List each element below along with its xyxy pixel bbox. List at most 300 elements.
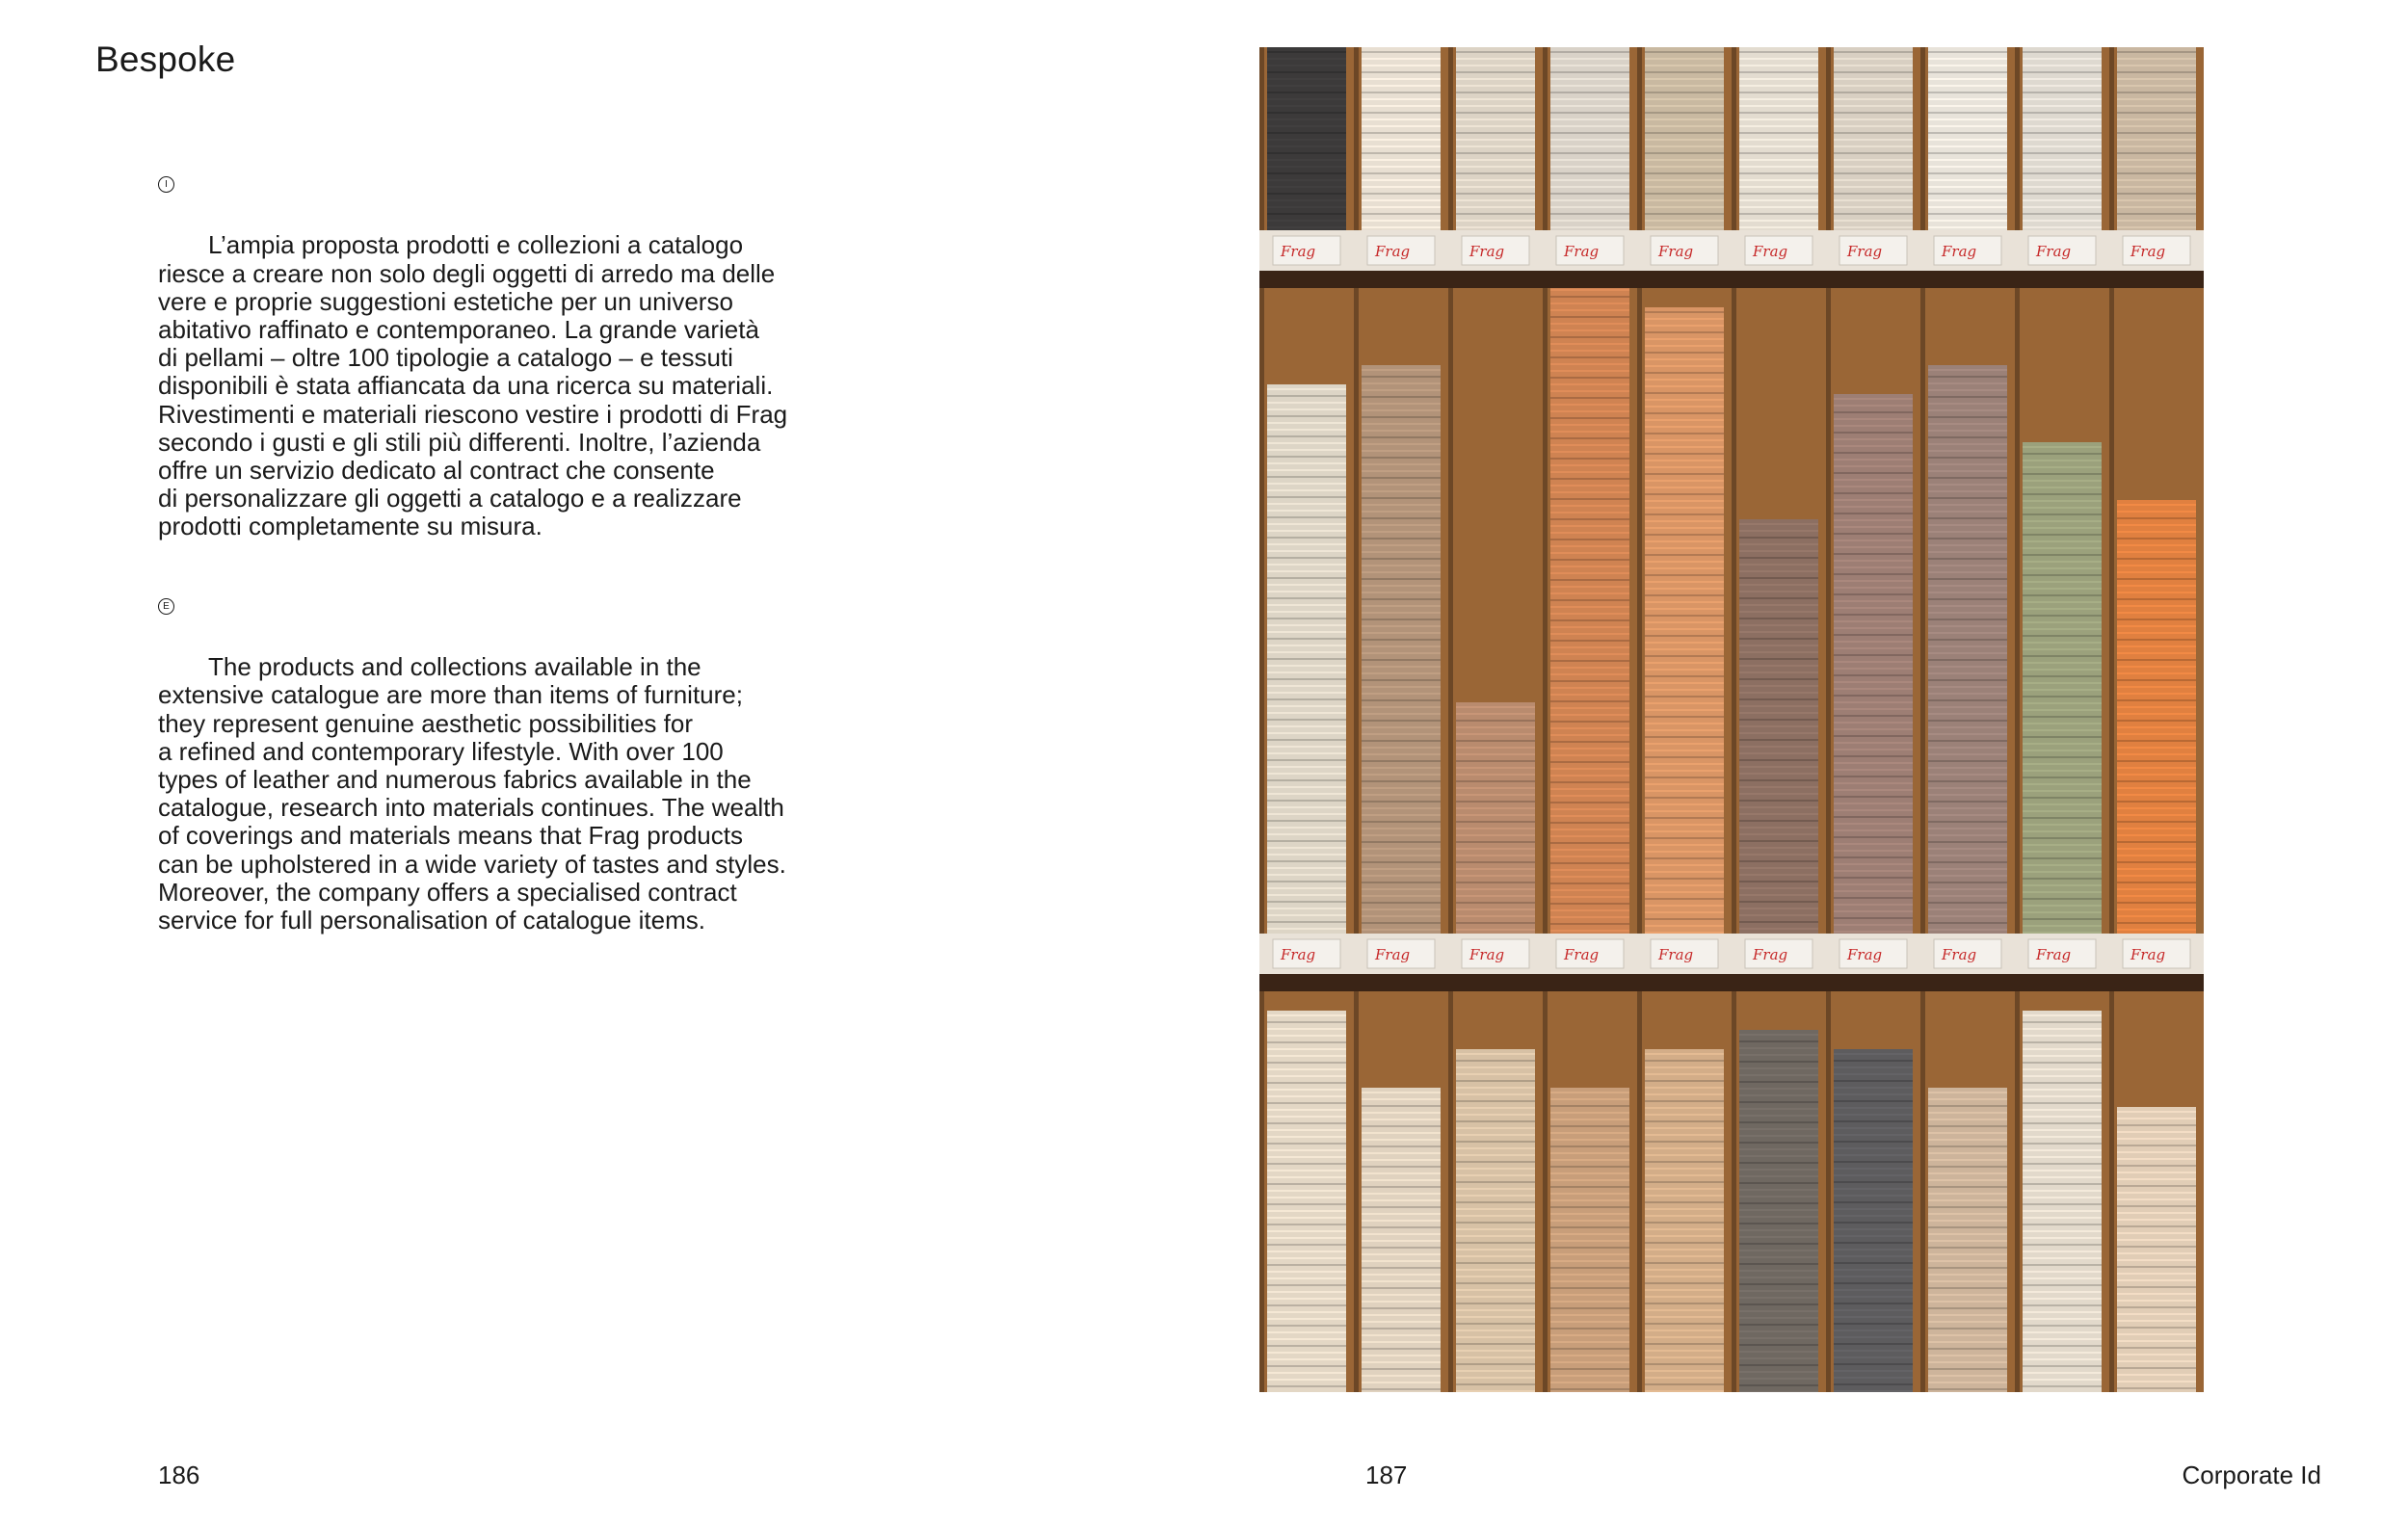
fabric-layer: [2023, 1365, 2102, 1367]
fabric-layer: [1739, 1209, 1818, 1211]
fabric-layer: [1267, 1048, 1346, 1050]
fabric-layer: [1456, 1262, 1535, 1264]
fabric-layer: [2023, 837, 2102, 839]
fabric-layer: [1267, 213, 1346, 215]
fabric-layer: [1267, 1284, 1346, 1286]
fabric-layer: [1834, 749, 1913, 750]
fabric-layer: [1550, 680, 1629, 682]
fabric-layer: [1362, 679, 1441, 681]
fabric-layer: [1456, 226, 1535, 228]
fabric-layer: [1550, 1307, 1629, 1309]
fabric-layer: [2117, 71, 2196, 73]
fabric-layer: [1928, 206, 2007, 208]
fabric-layer: [1550, 579, 1629, 581]
fabric-layer: [1267, 1163, 1346, 1165]
fabric-layer: [1456, 828, 1535, 829]
fabric-layer: [1739, 719, 1818, 721]
fabric-layer: [2117, 679, 2196, 681]
fabric-layer: [1645, 871, 1724, 873]
fabric-layer: [1834, 735, 1913, 737]
fabric-layer: [2023, 527, 2102, 529]
fabric-layer: [1456, 922, 1535, 924]
fabric-layer: [1550, 741, 1629, 743]
fabric-layer: [1834, 519, 1913, 521]
fabric-layer: [2023, 830, 2102, 832]
fabric-layer: [2023, 112, 2102, 114]
fabric-layer: [1928, 1294, 2007, 1296]
fabric-layer: [1645, 1330, 1724, 1331]
fabric-layer: [1928, 821, 2007, 823]
fabric-layer: [2117, 929, 2196, 931]
fabric-layer: [2023, 1082, 2102, 1084]
fabric-layer: [1645, 608, 1724, 610]
fabric-layer: [1362, 619, 1441, 620]
fabric-layer: [1645, 1390, 1724, 1392]
fabric-layer: [1928, 882, 2007, 883]
fabric-layer: [1928, 605, 2007, 607]
fabric-layer: [2117, 902, 2196, 904]
fabric-stack: [2117, 1107, 2196, 1392]
fabric-layer: [1834, 863, 1913, 865]
fabric-layer: [1267, 658, 1346, 660]
fabric-layer: [2023, 1156, 2102, 1158]
fabric-layer: [1928, 578, 2007, 580]
fabric-layer: [1928, 875, 2007, 877]
fabric-layer: [1267, 152, 1346, 154]
fabric-layer: [1550, 350, 1629, 352]
fabric-layer: [1267, 415, 1346, 417]
fabric-layer: [1928, 841, 2007, 843]
fabric-layer: [1928, 436, 2007, 438]
fabric-layer: [1362, 1226, 1441, 1228]
fabric-layer: [1645, 689, 1724, 691]
fabric-layer: [1362, 828, 1441, 829]
fabric-layer: [1834, 193, 1913, 195]
fabric-layer: [1362, 774, 1441, 776]
fabric-layer: [2023, 743, 2102, 745]
fabric-layer: [1739, 584, 1818, 586]
fabric-layer: [1645, 500, 1724, 502]
fabric-layer: [1739, 1155, 1818, 1157]
fabric-layer: [1645, 179, 1724, 181]
fabric-layer: [1928, 895, 2007, 897]
fabric-layer: [1739, 1196, 1818, 1198]
fabric-layer: [1550, 1098, 1629, 1100]
fabric-layer: [1928, 78, 2007, 80]
fabric-layer: [1739, 820, 1818, 822]
fabric-layer: [1362, 821, 1441, 823]
fabric-layer: [1550, 118, 1629, 120]
fabric-layer: [1267, 1298, 1346, 1300]
fabric-layer: [1928, 733, 2007, 735]
fabric-layer: [1645, 365, 1724, 367]
fabric-layer: [1739, 847, 1818, 849]
fabric-layer: [1456, 861, 1535, 863]
fabric-layer: [2117, 1374, 2196, 1376]
fabric-layer: [1362, 686, 1441, 688]
italian-language-mark: I: [158, 176, 174, 193]
fabric-layer: [1550, 882, 1629, 884]
fabric-layer: [1267, 820, 1346, 822]
fabric-layer: [1550, 1226, 1629, 1228]
fabric-layer: [1456, 1188, 1535, 1190]
fabric-layer: [1456, 1161, 1535, 1163]
fabric-layer: [1645, 331, 1724, 333]
fabric-layer: [1834, 459, 1913, 461]
fabric-layer: [1456, 760, 1535, 762]
fabric-layer: [1456, 1147, 1535, 1149]
fabric-layer: [1645, 581, 1724, 583]
fabric-layer: [2023, 1095, 2102, 1097]
fabric-layer: [1739, 908, 1818, 909]
fabric-layer: [1550, 781, 1629, 783]
fabric-layer: [1739, 1169, 1818, 1171]
fabric-layer: [1645, 139, 1724, 141]
fabric-layer: [1739, 1047, 1818, 1049]
fabric-layer: [1456, 780, 1535, 782]
fabric-layer: [1928, 848, 2007, 850]
fabric-layer: [1645, 1343, 1724, 1345]
fabric-layer: [1739, 685, 1818, 687]
fabric-layer: [1267, 813, 1346, 815]
fabric-layer: [1834, 206, 1913, 208]
fabric-layer: [1550, 296, 1629, 298]
fabric-layer: [1550, 1159, 1629, 1161]
fabric-layer: [1739, 199, 1818, 201]
fabric-layer: [1645, 696, 1724, 698]
fabric-layer: [1550, 1341, 1629, 1343]
fabric-layer: [2117, 908, 2196, 910]
fabric-layer: [1267, 523, 1346, 525]
fabric-layer: [1928, 1092, 2007, 1093]
fabric-layer: [1456, 1269, 1535, 1271]
fabric-layer: [1834, 1120, 1913, 1122]
fabric-layer: [1739, 152, 1818, 154]
fabric-layer: [1456, 1343, 1535, 1345]
fabric-layer: [1834, 159, 1913, 161]
fabric-layer: [1645, 71, 1724, 73]
fabric-layer: [2117, 861, 2196, 863]
fabric-layer: [1267, 1365, 1346, 1367]
fabric-layer: [1550, 869, 1629, 871]
fabric-layer: [1739, 1391, 1818, 1392]
fabric-layer: [1739, 746, 1818, 748]
fabric-layer: [1267, 631, 1346, 633]
fabric-layer: [1645, 1383, 1724, 1385]
fabric-layer: [1362, 463, 1441, 465]
fabric-layer: [2023, 1210, 2102, 1212]
fabric-layer: [1362, 1334, 1441, 1336]
fabric-layer: [1645, 412, 1724, 414]
fabric-layer: [1645, 932, 1724, 934]
fabric-layer: [1550, 700, 1629, 702]
fabric-layer: [1550, 404, 1629, 406]
fabric-layer: [1834, 647, 1913, 649]
fabric-layer: [1834, 1235, 1913, 1237]
fabric-layer: [1928, 172, 2007, 174]
fabric-layer: [2023, 1170, 2102, 1172]
fabric-layer: [2023, 1291, 2102, 1293]
fabric-layer: [1645, 1282, 1724, 1284]
fabric-layer: [1928, 430, 2007, 432]
fabric-layer: [1834, 172, 1913, 174]
fabric-layer: [1267, 1075, 1346, 1077]
fabric-layer: [1362, 814, 1441, 816]
body-text-column: [158, 175, 871, 990]
fabric-layer: [2023, 520, 2102, 522]
shelf-shadow: [1259, 974, 2204, 991]
fabric-layer: [2023, 1237, 2102, 1239]
fabric-layer: [2023, 1014, 2102, 1016]
fabric-layer: [1456, 807, 1535, 809]
fabric-layer: [1834, 78, 1913, 80]
fabric-layer: [2023, 446, 2102, 448]
fabric-layer: [2117, 855, 2196, 856]
fabric-layer: [1267, 928, 1346, 930]
fabric-layer: [1645, 1255, 1724, 1257]
fabric-layer: [1645, 325, 1724, 327]
fabric-layer: [1550, 599, 1629, 601]
fabric-layer: [1645, 385, 1724, 387]
fabric-layer: [1456, 1141, 1535, 1143]
fabric-layer: [1645, 1174, 1724, 1176]
fabric-layer: [1267, 705, 1346, 707]
fabric-layer: [1928, 105, 2007, 107]
fabric-layer: [1267, 193, 1346, 195]
fabric-layer: [1834, 904, 1913, 906]
fabric-layer: [2117, 1212, 2196, 1214]
fabric-layer: [2117, 1124, 2196, 1126]
fabric-layer: [1928, 645, 2007, 647]
fabric-layer: [1362, 551, 1441, 553]
fabric-layer: [1834, 1309, 1913, 1311]
fabric-layer: [2023, 581, 2102, 583]
fabric-layer: [1550, 1328, 1629, 1330]
fabric-layer: [1834, 179, 1913, 181]
fabric-layer: [1645, 1053, 1724, 1055]
fabric-layer: [1645, 1141, 1724, 1143]
fabric-layer: [1645, 1296, 1724, 1298]
fabric-layer: [2023, 1089, 2102, 1091]
fabric-layer: [1362, 1375, 1441, 1377]
fabric-layer: [1739, 1357, 1818, 1359]
fabric-layer: [1645, 1222, 1724, 1224]
fabric-layer: [2117, 145, 2196, 147]
fabric-layer: [1362, 92, 1441, 93]
fabric-layer: [1645, 918, 1724, 920]
fabric-layer: [2023, 500, 2102, 502]
fabric-layer: [1928, 888, 2007, 890]
fabric-layer: [2023, 574, 2102, 576]
fabric-layer: [1928, 1321, 2007, 1323]
fabric-layer: [1645, 1087, 1724, 1089]
fabric-layer: [2117, 1131, 2196, 1133]
fabric-layer: [2117, 1300, 2196, 1302]
fabric-layer: [1456, 1363, 1535, 1365]
fabric-layer: [1550, 545, 1629, 547]
fabric-layer: [1928, 659, 2007, 661]
fabric-layer: [1267, 503, 1346, 505]
fabric-layer: [2023, 71, 2102, 73]
fabric-layer: [1645, 1188, 1724, 1190]
fabric-layer: [1267, 887, 1346, 889]
fabric-layer: [2023, 911, 2102, 913]
fabric-layer: [1928, 794, 2007, 796]
fabric-layer: [1834, 425, 1913, 427]
fabric-layer: [1362, 1382, 1441, 1383]
fabric-layer: [1645, 152, 1724, 154]
fabric-layer: [2117, 193, 2196, 195]
fabric-layer: [2023, 1109, 2102, 1111]
fabric-layer: [1645, 1181, 1724, 1183]
fabric-layer: [1267, 759, 1346, 761]
fabric-layer: [1834, 1093, 1913, 1095]
fabric-layer: [1834, 526, 1913, 528]
fabric-layer: [1834, 641, 1913, 643]
fabric-layer: [2023, 932, 2102, 934]
fabric-layer: [1834, 823, 1913, 825]
fabric-layer: [2117, 592, 2196, 593]
fabric-layer: [1456, 908, 1535, 910]
fabric-layer: [2023, 1129, 2102, 1131]
fabric-layer: [1645, 898, 1724, 900]
fabric-layer: [1739, 692, 1818, 694]
fabric-layer: [1456, 1316, 1535, 1318]
fabric-layer: [2117, 585, 2196, 587]
fabric-layer: [2117, 1111, 2196, 1113]
fabric-layer: [1456, 794, 1535, 796]
fabric-layer: [1362, 1220, 1441, 1222]
fabric-layer: [1645, 1114, 1724, 1116]
fabric-layer: [1267, 901, 1346, 903]
fabric-layer: [1645, 851, 1724, 853]
fabric-layer: [1834, 560, 1913, 562]
fabric-samples-illustration: [1259, 47, 2204, 1392]
fabric-layer: [1267, 118, 1346, 120]
fabric-layer: [1928, 470, 2007, 472]
fabric-layer: [2023, 702, 2102, 704]
fabric-layer: [1645, 743, 1724, 745]
fabric-layer: [1267, 591, 1346, 592]
fabric-layer: [1456, 753, 1535, 755]
fabric-layer: [1645, 372, 1724, 374]
fabric-layer: [1645, 878, 1724, 880]
fabric-layer: [1362, 767, 1441, 769]
fabric-layer: [1267, 1325, 1346, 1327]
fabric-layer: [2023, 1217, 2102, 1219]
fabric-layer: [1362, 1193, 1441, 1195]
fabric-layer: [1739, 92, 1818, 93]
fabric-layer: [1550, 58, 1629, 60]
fabric-layer: [2117, 1232, 2196, 1234]
fabric-layer: [1550, 1186, 1629, 1188]
fabric-layer: [1645, 345, 1724, 347]
fabric-layer: [1645, 439, 1724, 441]
fabric-layer: [1267, 773, 1346, 775]
section-title: Bespoke: [95, 39, 236, 79]
fabric-layer: [2117, 794, 2196, 796]
fabric-layer: [2023, 1284, 2102, 1286]
fabric-layer: [1550, 923, 1629, 925]
fabric-layer: [1834, 533, 1913, 535]
fabric-layer: [1645, 574, 1724, 576]
fabric-layer: [1834, 661, 1913, 663]
fabric-layer: [1550, 206, 1629, 208]
fabric-layer: [1928, 929, 2007, 931]
fabric-layer: [1362, 186, 1441, 188]
fabric-layer: [1645, 777, 1724, 778]
fabric-layer: [2023, 1197, 2102, 1198]
fabric-layer: [1928, 152, 2007, 154]
fabric-layer: [1456, 206, 1535, 208]
fabric-layer: [1645, 783, 1724, 785]
fabric-layer: [2117, 598, 2196, 600]
fabric-layer: [1267, 442, 1346, 444]
fabric-layer: [2117, 666, 2196, 668]
fabric-layer: [1362, 666, 1441, 668]
fabric-layer: [2117, 1145, 2196, 1146]
fabric-layer: [1456, 1228, 1535, 1230]
fabric-layer: [1456, 1303, 1535, 1304]
fabric-layer: [1267, 1028, 1346, 1030]
fabric-layer: [1550, 1220, 1629, 1222]
fabric-layer: [2023, 78, 2102, 80]
fabric-layer: [1550, 1193, 1629, 1195]
fabric-layer: [1456, 1208, 1535, 1210]
fabric-layer: [2023, 1271, 2102, 1273]
shelf-label-brand: Frag: [1942, 243, 1977, 260]
fabric-layer: [1267, 220, 1346, 222]
fabric-layer: [1739, 901, 1818, 903]
fabric-layer: [1739, 1142, 1818, 1144]
fabric-layer: [1362, 672, 1441, 674]
fabric-layer: [1267, 199, 1346, 201]
fabric-layer: [1362, 652, 1441, 654]
fabric-layer: [2023, 1230, 2102, 1232]
fabric-layer: [1834, 1107, 1913, 1109]
fabric-layer: [1834, 213, 1913, 215]
fabric-layer: [1362, 1274, 1441, 1276]
fabric-layer: [1550, 410, 1629, 412]
fabric-layer: [1550, 559, 1629, 561]
fabric-layer: [1834, 843, 1913, 845]
fabric-layer: [1739, 1175, 1818, 1177]
fabric-layer: [1362, 166, 1441, 168]
fabric-layer: [1645, 810, 1724, 812]
fabric-layer: [2117, 740, 2196, 742]
fabric-layer: [1645, 433, 1724, 434]
fabric-layer: [1834, 139, 1913, 141]
fabric-layer: [2117, 524, 2196, 526]
fabric-layer: [2117, 875, 2196, 877]
fabric-layer: [1834, 1343, 1913, 1345]
fabric-layer: [1267, 570, 1346, 572]
fabric-layer: [1739, 226, 1818, 228]
fabric-layer: [1267, 1156, 1346, 1158]
fabric-layer: [1456, 1222, 1535, 1224]
fabric-layer: [1645, 1249, 1724, 1251]
fabric-layer: [1928, 902, 2007, 904]
fabric-layer: [1456, 193, 1535, 195]
fabric-layer: [1550, 1253, 1629, 1255]
fabric-layer: [1834, 506, 1913, 508]
fabric-layer: [1456, 848, 1535, 850]
fabric-layer: [1739, 813, 1818, 815]
fabric-layer: [1645, 1303, 1724, 1304]
fabric-layer: [1267, 786, 1346, 788]
fabric-layer: [1362, 571, 1441, 573]
fabric-layer: [1550, 849, 1629, 851]
